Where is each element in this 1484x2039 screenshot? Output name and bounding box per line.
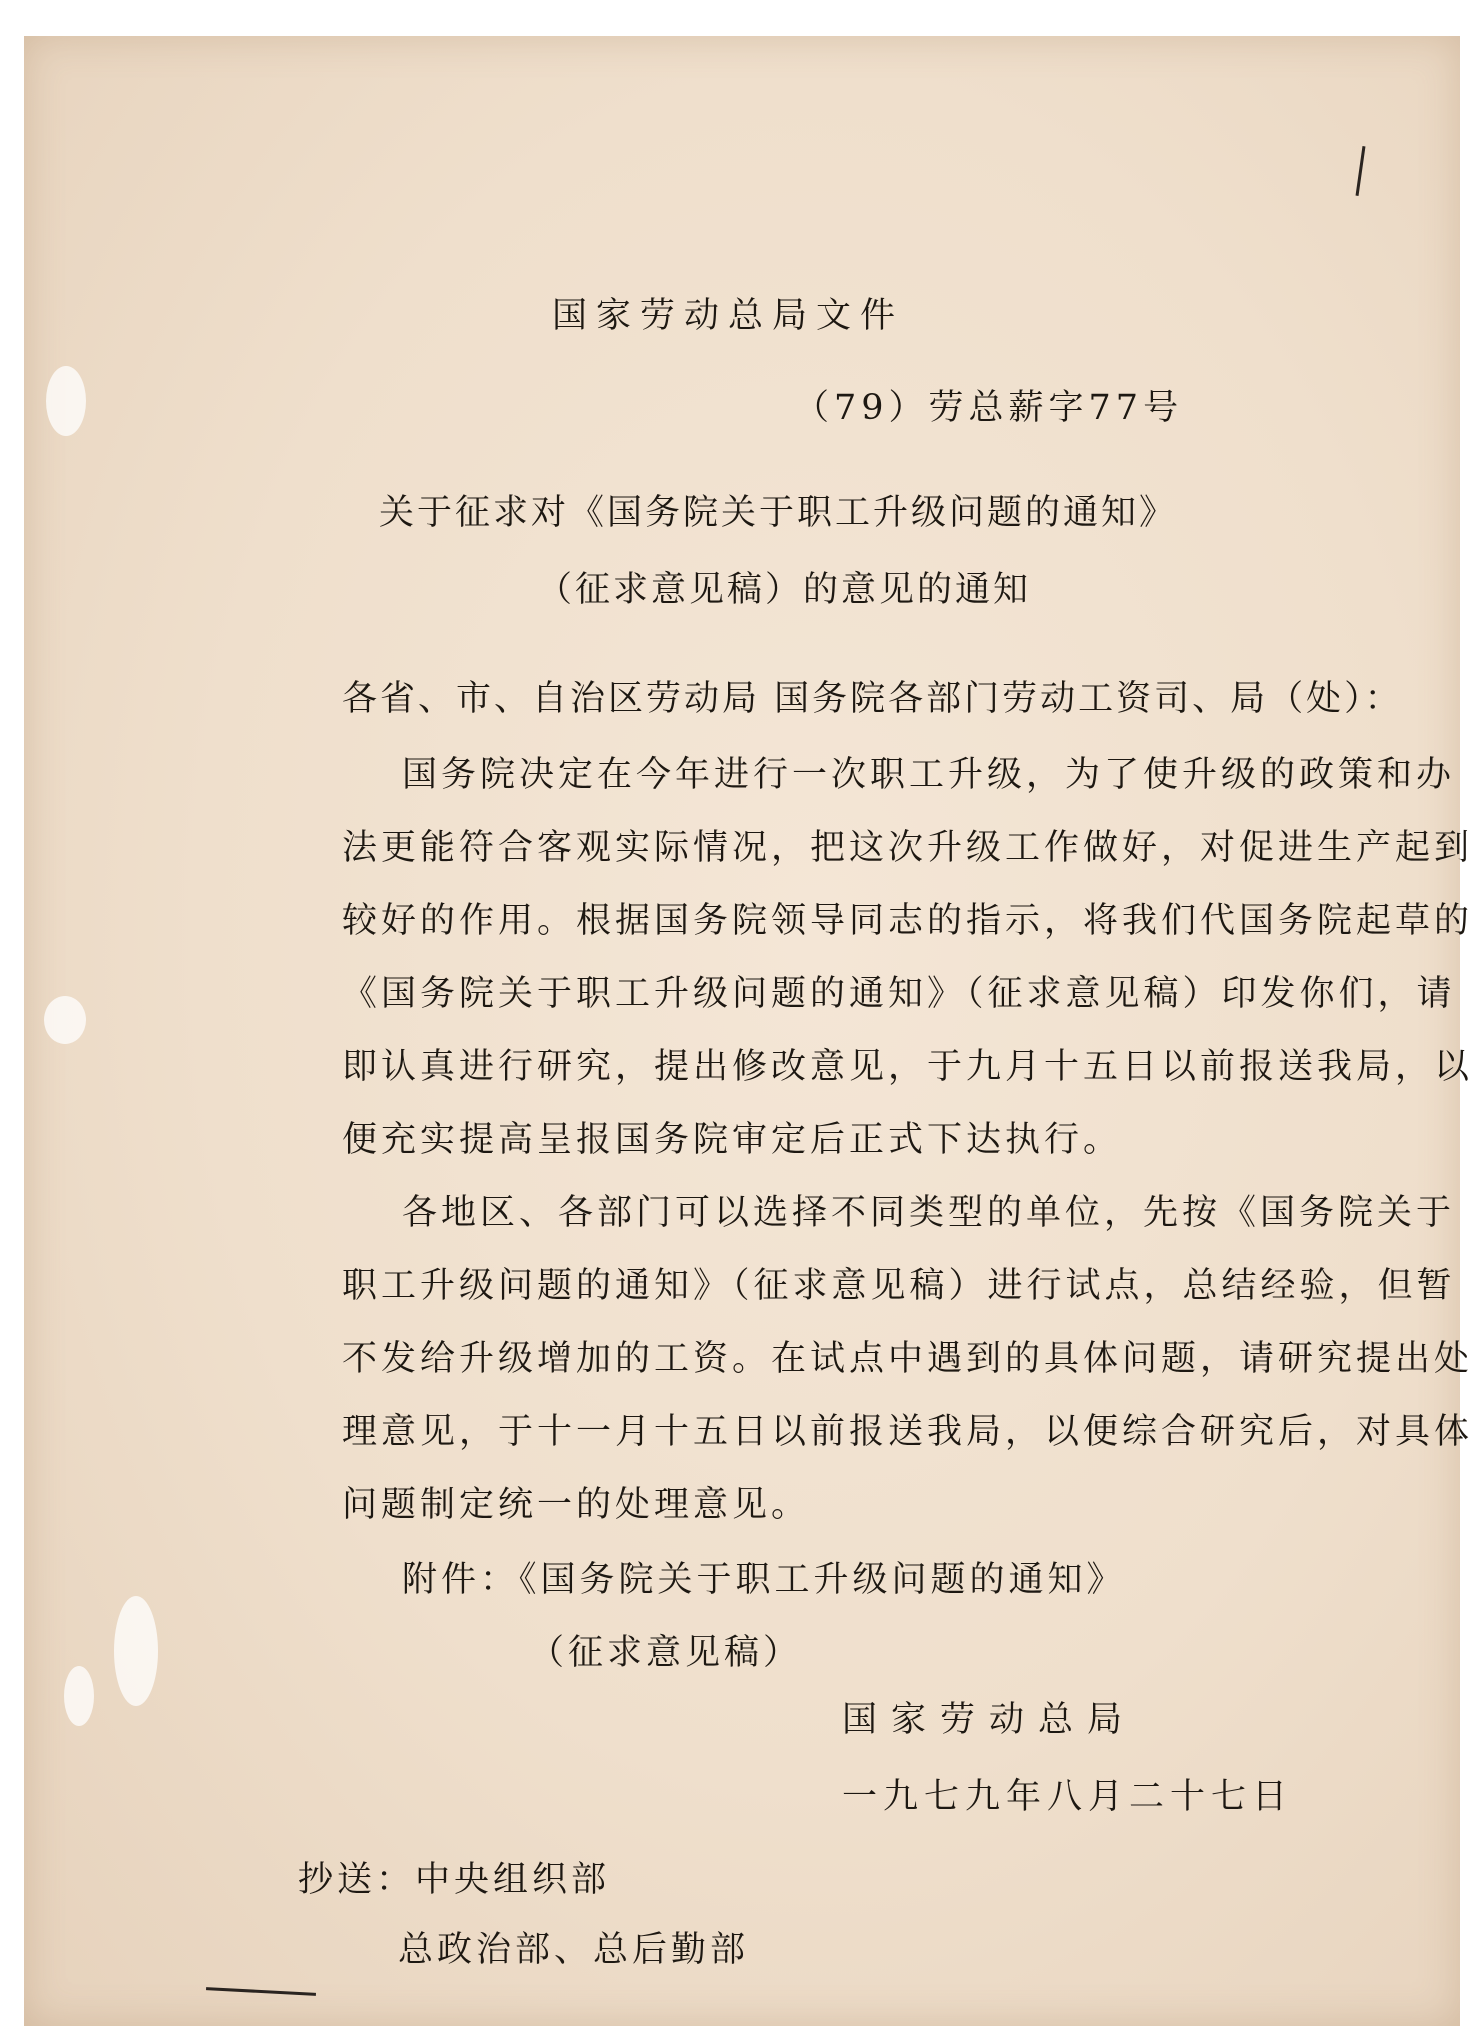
paragraph-2-line: 职工升级问题的通知》（征求意见稿）进行试点，总结经验，但暂 [342,1266,1456,1306]
signature-organization: 国家劳动总局 [842,1700,1137,1740]
paragraph-1-line: 法更能符合客观实际情况，把这次升级工作做好，对促进生产起到 [342,828,1474,868]
paper-wear-mark [114,1596,158,1706]
pen-mark [206,1987,316,1996]
paragraph-1-line: 较好的作用。根据国务院领导同志的指示，将我们代国务院起草的 [342,901,1474,941]
paragraph-2-line: 理意见，于十一月十五日以前报送我局，以便综合研究后，对具体 [342,1412,1474,1452]
pen-mark [1356,146,1366,196]
paper-wear-mark [46,366,86,436]
notice-title-line-2: （征求意见稿）的意见的通知 [537,570,1032,610]
document-number: （79）劳总薪字77号 [794,388,1184,428]
attachment-line-2: （征求意见稿） [529,1633,803,1673]
document-page [24,36,1474,2026]
paragraph-2-line: 不发给升级增加的工资。在试点中遇到的具体问题，请研究提出处 [342,1339,1474,1379]
signature-date: 一九七九年八月二十七日 [842,1777,1294,1817]
paragraph-1-line: 《国务院关于职工升级问题的通知》（征求意见稿）印发你们，请 [342,974,1456,1014]
notice-title-line-1: 关于征求对《国务院关于职工升级问题的通知》 [379,493,1178,533]
paper-wear-mark [64,1666,94,1726]
attachment-line: 附件：《国务院关于职工升级问题的通知》 [402,1560,1126,1600]
paragraph-1-line: 即认真进行研究，提出修改意见，于九月十五日以前报送我局，以 [342,1047,1474,1087]
paper-wear-mark [44,996,86,1044]
cc-recipients-line-2: 总政治部、总后勤部 [398,1930,750,1970]
paragraph-2-line: 各地区、各部门可以选择不同类型的单位，先按《国务院关于 [402,1193,1456,1233]
paragraph-2-line: 问题制定统一的处理意见。 [342,1485,811,1525]
document-header-title: 国家劳动总局文件 [552,296,905,336]
cc-recipients-line-1: 抄送：中央组织部 [298,1860,611,1900]
paragraph-1-line: 国务院决定在今年进行一次职工升级，为了使升级的政策和办 [402,755,1456,795]
salutation: 各省、市、自治区劳动局 国务院各部门劳动工资司、局（处）： [342,679,1403,719]
paragraph-1-line: 便充实提高呈报国务院审定后正式下达执行。 [342,1120,1123,1160]
